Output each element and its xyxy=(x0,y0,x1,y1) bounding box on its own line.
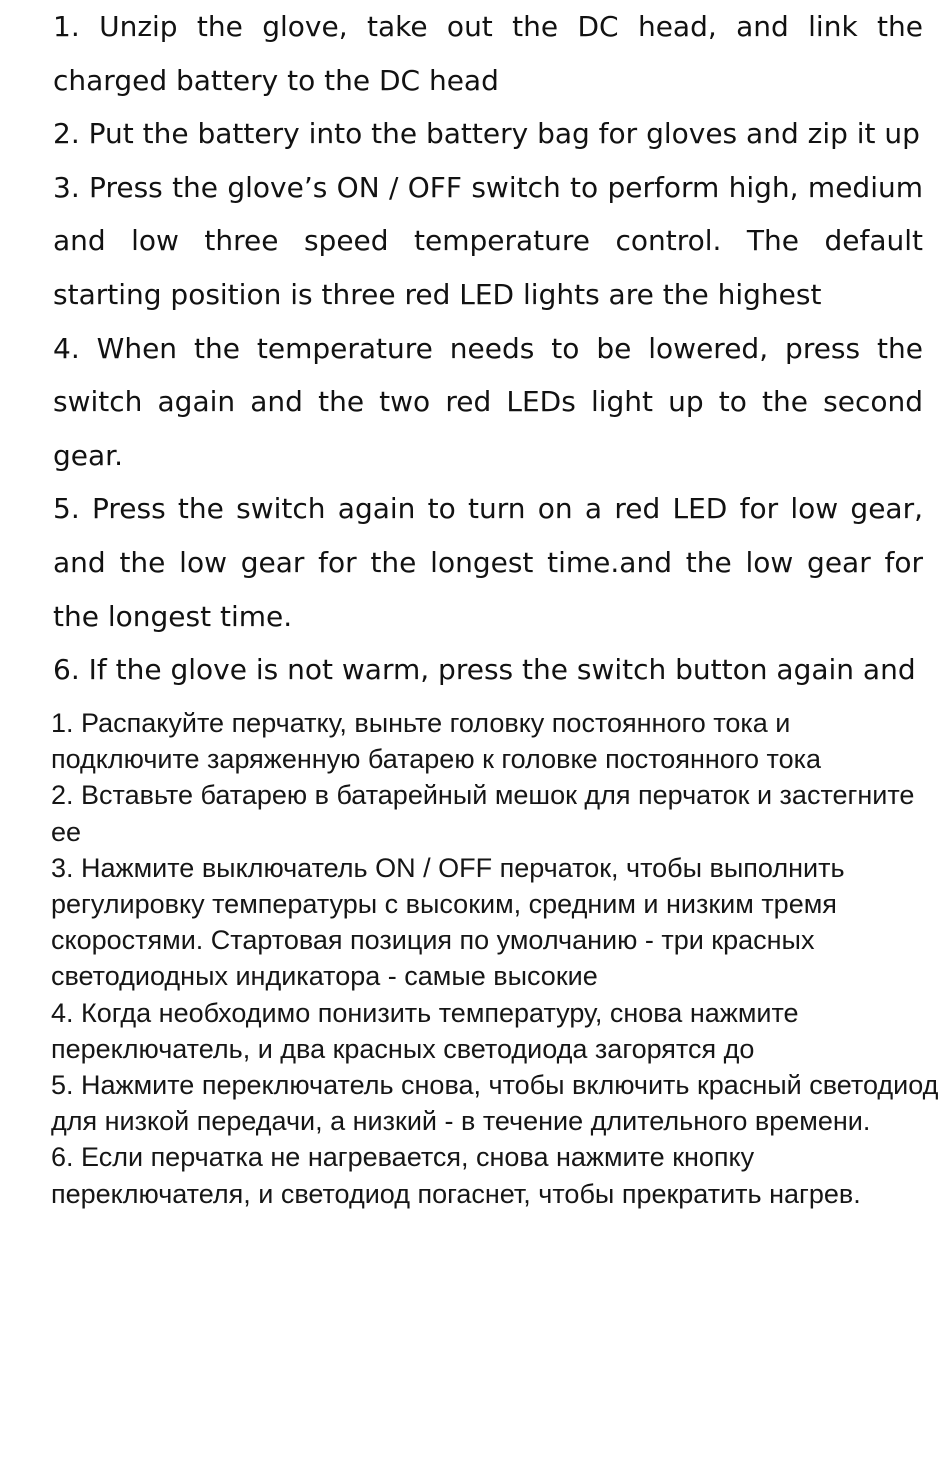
russian-step-3: 3. Нажмите выключатель ON / OFF перчаток, чтобы выполнить регулировку температуры с высоким, средним и низким тремя скоростями. Стартовая позиция по умолчанию - три красных светодиодных индикатора - самые высокие xyxy=(51,852,845,992)
english-instructions xyxy=(53,0,923,697)
russian-step-5: 5. Нажмите переключатель снова, чтобы включить красный светодиод для низкой передачи, а низкий - в течение длительного времени. xyxy=(51,1070,939,1137)
russian-step-4: 4. Когда необходимо понизить температуру, снова нажмите переключатель, и два красных светодиода загорятся до xyxy=(51,997,799,1064)
russian-instructions xyxy=(51,705,941,1212)
russian-step-1: 1. Распакуйте перчатку, выньте головку постоянного тока и подключите заряженную батарею к головке постоянного тока xyxy=(51,708,822,775)
english-step-1: 1. Unzip the glove, take out the DC head, and link the charged battery to the DC head xyxy=(53,10,923,97)
russian-step-6: 6. Если перчатка не нагревается, снова нажмите кнопку переключателя, и светодиод погаснет, чтобы прекратить нагрев. xyxy=(51,1142,861,1209)
english-step-6: 6. If the glove is not warm, press the switch button again and xyxy=(53,653,916,687)
english-step-5: 5. Press the switch again to turn on a red LED for low gear, and the low gear for the longest time.and the low gear for the longest time. xyxy=(53,492,923,633)
english-step-4: 4. When the temperature needs to be lowered, press the switch again and the two red LEDs light up to the second gear. xyxy=(53,331,923,472)
english-step-2: 2. Put the battery into the battery bag for gloves and zip it up xyxy=(53,117,920,151)
russian-step-2: 2. Вставьте батарею в батарейный мешок для перчаток и застегните ее xyxy=(51,780,915,847)
english-step-3: 3. Press the glove’s ON / OFF switch to perform high, medium and low three speed temperature control. The default starting position is three red LED lights are the highest xyxy=(53,170,923,311)
